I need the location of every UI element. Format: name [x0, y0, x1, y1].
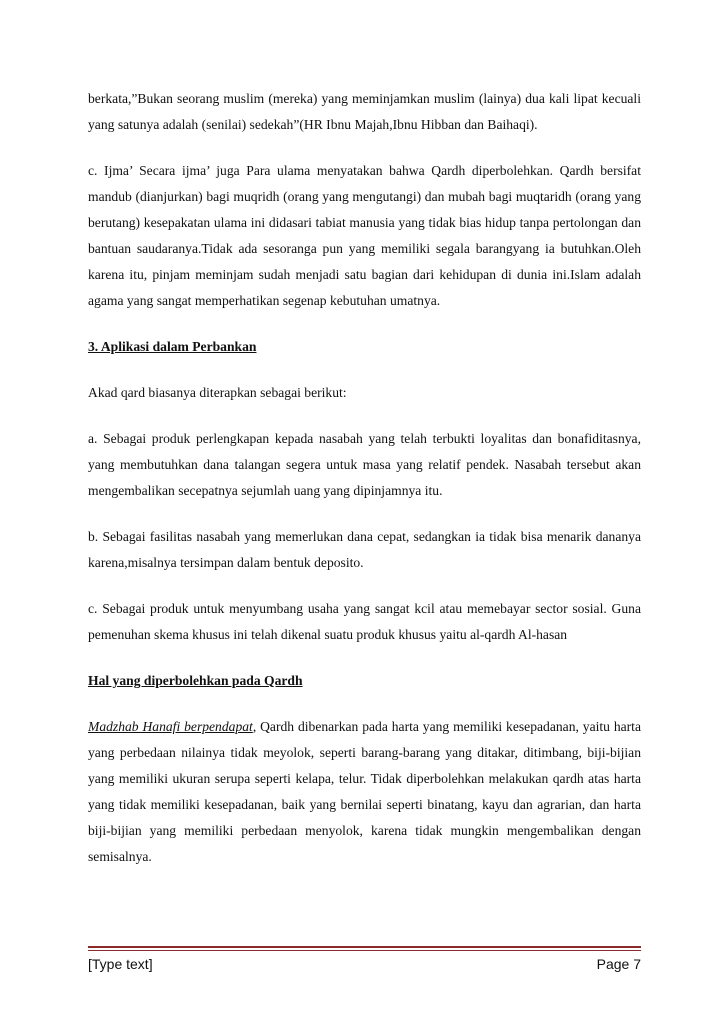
section-heading-diperbolehkan: Hal yang diperbolehkan pada Qardh [88, 673, 303, 688]
document-body [88, 86, 641, 890]
paragraph-point-a: a. Sebagai produk perlengkapan kepada nasabah yang telah terbukti loyalitas dan bonafiditasnya, yang membutuhkan dana talangan segera untuk masa yang relatif pendek. Nasabah tersebut akan mengembalikan secepatnya sejumlah uang yang dipinjamnya itu. [88, 431, 641, 498]
madzhab-hanafi-text: , Qardh dibenarkan pada harta yang memiliki kesepadanan, yaitu harta yang perbedaan nilainya tidak meyolok, seperti barang-barang yang ditakar, ditimbang, biji-bijian yang memiliki ukuran serupa seperti kelapa, telur. Tidak diperbolehkan melakukan qardh atas harta yang tidak memiliki kesepadanan, baik yang bernilai seperti binatang, kayu dan agrarian, dan harta biji-bijian yang memiliki perbedaan menyolok, karena tidak mungkin mengembalikan dengan semisalnya. [88, 719, 641, 864]
paragraph-point-b: b. Sebagai fasilitas nasabah yang memerlukan dana cepat, sedangkan ia tidak bisa menarik dananya karena,misalnya tersimpan dalam bentuk deposito. [88, 529, 641, 570]
page-number: Page 7 [596, 956, 641, 972]
section-heading-aplikasi: 3. Aplikasi dalam Perbankan [88, 339, 257, 354]
footer-rule-thin [88, 950, 641, 951]
paragraph-madzhab-hanafi [88, 714, 641, 870]
footer-placeholder-text[interactable]: [Type text] [88, 956, 153, 972]
paragraph-ijma: c. Ijma’ Secara ijma’ juga Para ulama menyatakan bahwa Qardh diperbolehkan. Qardh bersifat mandub (dianjurkan) bagi muqridh (orang yang mengutangi) dan mubah bagi muqtaridh (orang yang berutang) kesepakatan ulama ini didasari tabiat manusia yang tidak bias hidup tanpa pertolongan dan bantuan saudaranya.Tidak ada sesoranga pun yang memiliki segala barangyang ia butuhkan.Oleh karena itu, pinjam meminjam sudah menjadi satu bagian dari kehidupan di dunia ini.Islam adalah agama yang sangat memperhatikan segenap kebutuhan umatnya. [88, 163, 641, 308]
paragraph-hadith-quote: berkata,”Bukan seorang muslim (mereka) yang meminjamkan muslim (lainya) dua kali lipat kecuali yang satunya adalah (senilai) sedekah”(HR Ibnu Majah,Ibnu Hibban dan Baihaqi). [88, 91, 641, 132]
madzhab-hanafi-phrase: Madzhab Hanafi berpendapat [88, 719, 253, 734]
footer-rule-thick [88, 946, 641, 948]
paragraph-akad-intro: Akad qard biasanya diterapkan sebagai berikut: [88, 385, 347, 400]
paragraph-point-c: c. Sebagai produk untuk menyumbang usaha yang sangat kcil atau memebayar sector sosial. Guna pemenuhan skema khusus ini telah dikenal suatu produk khusus yaitu al-qardh Al-hasan [88, 601, 641, 642]
